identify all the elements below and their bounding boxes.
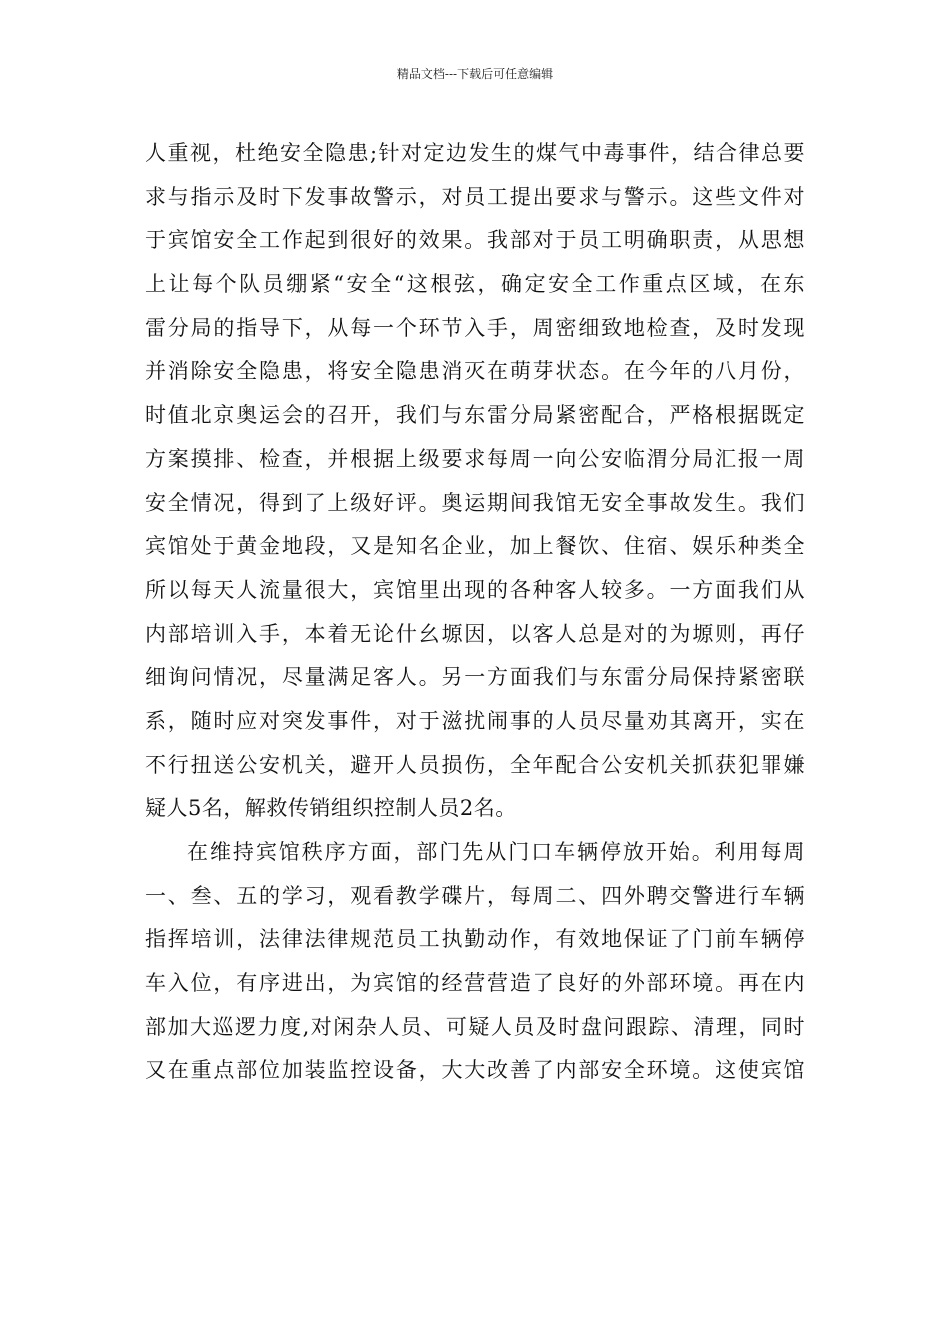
text-line: 不行扭送公安机关，避开人员损伤，全年配合公安机关抓获犯罪嫌 <box>145 752 805 777</box>
text-line: 疑人5名，解救传销组织控制人员2名。 <box>145 796 517 821</box>
page-header: 精品文档---下载后可任意编辑 <box>396 67 554 81</box>
text-line: 时值北京奥运会的召开，我们与东雷分局紧密配合，严格根据既定 <box>145 403 805 428</box>
text-line: 车入位，有序进出，为宾馆的经营营造了良好的外部环境。再在内 <box>145 971 805 996</box>
text-line: 人重视，杜绝安全隐患;针对定边发生的煤气中毒事件，结合律总要 <box>145 141 805 165</box>
text-line: 在维持宾馆秩序方面，部门先从门口车辆停放开始。利用每周 <box>187 840 805 864</box>
text-line: 求与指示及时下发事故警示，对员工提出要求与警示。这些文件对 <box>145 184 805 209</box>
text-line: 并消除安全隐患，将安全隐患消灭在萌芽状态。在今年的八月份， <box>145 359 805 384</box>
text-line: 所以每天人流量很大，宾馆里出现的各种客人较多。一方面我们从 <box>145 577 805 602</box>
document-body <box>145 132 805 1093</box>
text-line: 细询问情况，尽量满足客人。另一方面我们与东雷分局保持紧密联 <box>145 665 805 690</box>
text-line: 内部培训入手，本着无论什幺塬因，以客人总是对的为塬则，再仔 <box>145 621 805 646</box>
text-line: 系，随时应对突发事件，对于滋扰闹事的人员尽量劝其离开，实在 <box>145 708 805 733</box>
text-line: 指挥培训，法律法律规范员工执勤动作，有效地保证了门前车辆停 <box>145 927 805 952</box>
text-line: 宾馆处于黄金地段，又是知名企业，加上餐饮、住宿、娱乐种类全 <box>145 534 805 559</box>
text-line: 雷分局的指导下，从每一个环节入手，周密细致地检查，及时发现 <box>145 315 805 340</box>
text-line: 部加大巡逻力度,对闲杂人员、可疑人员及时盘问跟踪、清理，同时 <box>145 1014 805 1039</box>
text-line: 方案摸排、检查，并根据上级要求每周一向公安临渭分局汇报一周 <box>145 446 805 471</box>
text-line: 一、叁、五的学习，观看教学碟片，每周二、四外聘交警进行车辆 <box>145 883 805 908</box>
text-line: 又在重点部位加装监控设备，大大改善了内部安全环境。这使宾馆 <box>145 1058 805 1083</box>
text-line: 安全情况，得到了上级好评。奥运期间我馆无安全事故发生。我们 <box>145 490 805 515</box>
text-line: 于宾馆安全工作起到很好的效果。我部对于员工明确职责，从思想 <box>145 228 805 253</box>
text-line: 上让每个队员绷紧“安全“这根弦，确定安全工作重点区域，在东 <box>145 272 805 297</box>
